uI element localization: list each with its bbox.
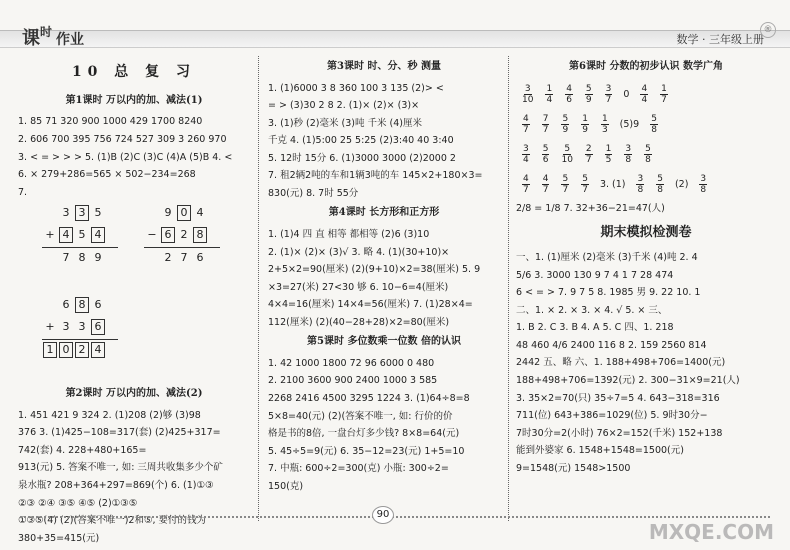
answer-line: 能到外婆家 6. 1548+1548=1500(元) — [516, 445, 684, 457]
answer-line: 5. 45÷5=9(元) 6. 35−12=23(元) 1+5=10 — [268, 445, 465, 457]
answer-line: 1. (1)4 四 直 相等 都相等 (2)6 (3)10 — [268, 228, 430, 240]
answer-line: 7. 中瓶: 600÷2=300(克) 小瓶: 300÷2= — [268, 463, 449, 475]
answer-line: 2. 2100 3600 900 2400 1000 3 585 — [268, 375, 438, 387]
answer-line: = > (3)30 2 8 2. (1)× (2)× (3)× — [268, 100, 420, 112]
answer-line: 格是书的8倍, 一盘台灯多少钱? 8×8=64(元) — [268, 428, 460, 440]
answer-line: 711(位) 643+386=1029(位) 5. 9时30分− — [516, 410, 708, 422]
column-1 — [18, 56, 250, 547]
header-bar — [0, 30, 790, 48]
fraction-text: 0 — [623, 88, 630, 100]
footer-divider — [20, 516, 770, 518]
fraction: $\frac{5}{7}$ — [582, 173, 588, 195]
calc-row: 9 0 4 — [164, 206, 204, 220]
fraction-row — [516, 140, 776, 170]
answer-line: 1. 451 421 9 324 2. (1)208 (2)够 (3)98 — [18, 409, 201, 421]
answer-line: 7. 租2辆2吨的车和1辆3吨的车 145×2+180×3= — [268, 170, 483, 182]
answer-line: ×3=27(米) 27<30 够 6. 10−6=4(厘米) — [268, 281, 449, 293]
fraction: $\frac{1}{9}$ — [582, 113, 588, 135]
answer-line: 150(克) — [268, 480, 304, 492]
column-2 — [268, 56, 500, 495]
answer-line: 泉水瓶? 208+364+297=869(个) 6. (1)①③ — [18, 479, 214, 491]
fraction: $\frac{2}{7}$ — [585, 143, 592, 165]
fraction: $\frac{5}{8}$ — [645, 143, 651, 165]
page-number: 90 — [372, 506, 394, 524]
answer-line: 6 < = > 7. 9 7 5 8. 1985 男 9. 22 10. 1 — [516, 287, 701, 299]
column-3 — [516, 56, 776, 477]
answer-line: 3. < = > > > 5. (1)B (2)C (3)C (4)A (5)B 4. < — [18, 151, 233, 163]
fraction-answers — [516, 80, 776, 200]
calc-subtraction — [144, 203, 220, 270]
calc-row: + 4 5 4 — [42, 225, 118, 247]
fraction: $\frac{5}{9}$ — [585, 83, 592, 105]
vertical-calculations — [18, 203, 250, 295]
header-char-2: 时 — [40, 25, 53, 39]
answer-line: 7时30分=2(小时) 76×2=152(千米) 152+138 — [516, 427, 723, 439]
column-divider-2 — [508, 56, 509, 521]
fraction: $\frac{1}{3}$ — [601, 113, 608, 135]
answer-line: 5/6 3. 3000 130 9 7 4 1 7 28 474 — [516, 269, 674, 281]
fraction: $\frac{5}{9}$ — [562, 113, 569, 135]
answer-line: 830(元) 8. 7时 55分 — [268, 187, 359, 199]
section-title: 第3课时 时、分、秒 测量 — [327, 61, 441, 72]
header-subject: 数学 · 三年级上册 — [676, 33, 764, 46]
answer-line: 3. (1)秒 (2)毫米 (3)吨 千米 (4)厘米 — [268, 117, 422, 129]
calc-row: + 3 3 6 — [42, 317, 118, 339]
answer-line: 1. 42 1000 1800 72 96 6000 0 480 — [268, 357, 435, 369]
fraction: $\frac{5}{7}$ — [562, 173, 569, 195]
header-char-1: 课 — [22, 28, 40, 49]
answer-line: 2. (1)× (2)× (3)√ 3. 略 4. (1)(30+10)× — [268, 246, 450, 258]
chapter-title: 10 总 复 习 — [71, 64, 197, 80]
fraction: $\frac{1}{5}$ — [605, 143, 612, 165]
fraction: $\frac{3}{8}$ — [625, 143, 632, 165]
answer-line: 913(元) 5. 答案不唯一, 如: 三周共收集多少个矿 — [18, 462, 223, 474]
fraction: $\frac{4}{7}$ — [542, 173, 549, 195]
answer-line: 7. — [18, 186, 28, 198]
answer-line: 9=1548(元) 1548>1500 — [516, 462, 631, 474]
fraction: $\frac{3}{4}$ — [523, 143, 529, 165]
fraction: $\frac{4}{4}$ — [641, 83, 648, 105]
fraction-row — [516, 80, 776, 110]
fraction: $\frac{4}{7}$ — [523, 113, 529, 135]
fraction-row — [516, 170, 776, 200]
header-series-title — [22, 24, 84, 50]
header-char-3: 作业 — [56, 32, 85, 48]
calc-row: − 6 2 8 — [144, 225, 220, 247]
answer-line: 188+498+706=1392(元) 2. 300−31×9=21(人) — [516, 375, 740, 387]
fraction: $\frac{4}{6}$ — [566, 83, 572, 105]
answer-line: 376 3. (1)425−108=317(套) (2)425+317= — [18, 427, 221, 439]
calc-row: 6 8 6 — [62, 298, 102, 312]
exam-title: 期末模拟检测卷 — [600, 225, 692, 241]
fraction-text: 3. (1) — [599, 178, 626, 190]
fraction: $\frac{1}{4}$ — [546, 83, 553, 105]
answer-line: 6. × 279+286=565 × 502−234=268 — [18, 169, 196, 181]
fraction: $\frac{4}{7}$ — [523, 173, 529, 195]
answer-line: ②③ ②④ ③⑤ ④⑤ (2)①③⑤ — [18, 497, 138, 509]
calc-block — [42, 295, 118, 362]
calc-row: 1 0 2 4 — [42, 340, 118, 362]
fraction: $\frac{5}{6}$ — [542, 143, 549, 165]
fraction: $\frac{3}{7}$ — [605, 83, 612, 105]
registered-mark-icon: ® — [760, 22, 776, 38]
answer-line: 1. 85 71 320 900 1000 429 1700 8240 — [18, 116, 203, 128]
calc-row: 7 8 9 — [62, 251, 102, 265]
calc-addition-2 — [42, 295, 250, 383]
section-title: 第1课时 万以内的加、减法(1) — [65, 94, 203, 106]
calc-addition — [42, 203, 118, 270]
answer-line: 5. 12时 15分 6. (1)3000 3000 (2)2000 2 — [268, 152, 456, 164]
answer-line: 2442 五、略 六、1. 188+498+706=1400(元) — [516, 357, 726, 369]
answer-line: 2/8 = 1/8 7. 32+36−21=47(人) — [516, 202, 665, 214]
answer-line: 48 460 4/6 2400 116 8 2. 159 2560 814 — [516, 339, 707, 351]
answer-line: 一、1. (1)厘米 (2)毫米 (3)千米 (4)吨 2. 4 — [516, 252, 698, 264]
fraction: $\frac{5}{8}$ — [657, 173, 663, 195]
answer-line: 742(套) 4. 228+480+165= — [18, 444, 147, 456]
answer-line: 1. B 2. C 3. B 4. A 5. C 四、1. 218 — [516, 322, 674, 334]
section-title: 第2课时 万以内的加、减法(2) — [65, 388, 203, 400]
answer-line: 二、1. × 2. × 3. × 4. √ 5. × 三、 — [516, 304, 668, 316]
section-title: 第4课时 长方形和正方形 — [328, 207, 440, 219]
answer-line: 1. (1)6000 3 8 360 100 3 135 (2)> < — [268, 82, 444, 94]
fraction: $\frac{3}{10}$ — [522, 83, 534, 105]
answer-line: 5×8=40(元) (2)(答案不唯一, 如: 行价的价 — [268, 410, 453, 422]
answer-line: 4×4=16(厘米) 14×4=56(厘米) 7. (1)28×4= — [268, 299, 473, 311]
answer-line: ①③⑤(4) (2)(答案不唯一)2和⑤, 要付的钱为 — [18, 515, 206, 527]
fraction-row — [516, 110, 776, 140]
answer-line: 千克 4. (1)5:00 25 5:25 (2)3:40 40 3:40 — [268, 135, 454, 147]
watermark: MXQE.COM — [648, 520, 774, 544]
fraction: $\frac{7}{7}$ — [542, 113, 549, 135]
answer-line: 2. 606 700 395 756 724 527 309 3 260 970 — [18, 133, 227, 145]
calc-row: 2 7 6 — [164, 251, 204, 265]
section-title: 第6课时 分数的初步认识 数学广角 — [569, 61, 723, 72]
fraction: $\frac{1}{7}$ — [661, 83, 667, 105]
fraction: $\frac{3}{8}$ — [700, 173, 707, 195]
answer-line: 112(厘米) (2)(40−28+28)×2=80(厘米) — [268, 316, 450, 328]
fraction: $\frac{5}{10}$ — [561, 143, 573, 165]
answer-line: 2268 2416 4500 3295 1224 3. (1)64÷8=8 — [268, 392, 470, 404]
fraction: $\frac{3}{8}$ — [637, 173, 644, 195]
calc-row: 3 3 5 — [62, 206, 102, 220]
answer-line: 2+5×2=90(厘米) (2)(9+10)×2=38(厘米) 5. 9 — [268, 264, 481, 276]
fraction: $\frac{5}{8}$ — [651, 113, 657, 135]
answer-line: 3. 35×2=70(只) 35÷7=5 4. 643−318=316 — [516, 392, 720, 404]
answer-line: 380+35=415(元) — [18, 532, 100, 544]
fraction-text: (5)9 — [619, 118, 640, 130]
column-divider-1 — [258, 56, 259, 521]
section-title: 第5课时 多位数乘一位数 倍的认识 — [307, 336, 461, 348]
fraction-text: (2) — [674, 178, 689, 190]
